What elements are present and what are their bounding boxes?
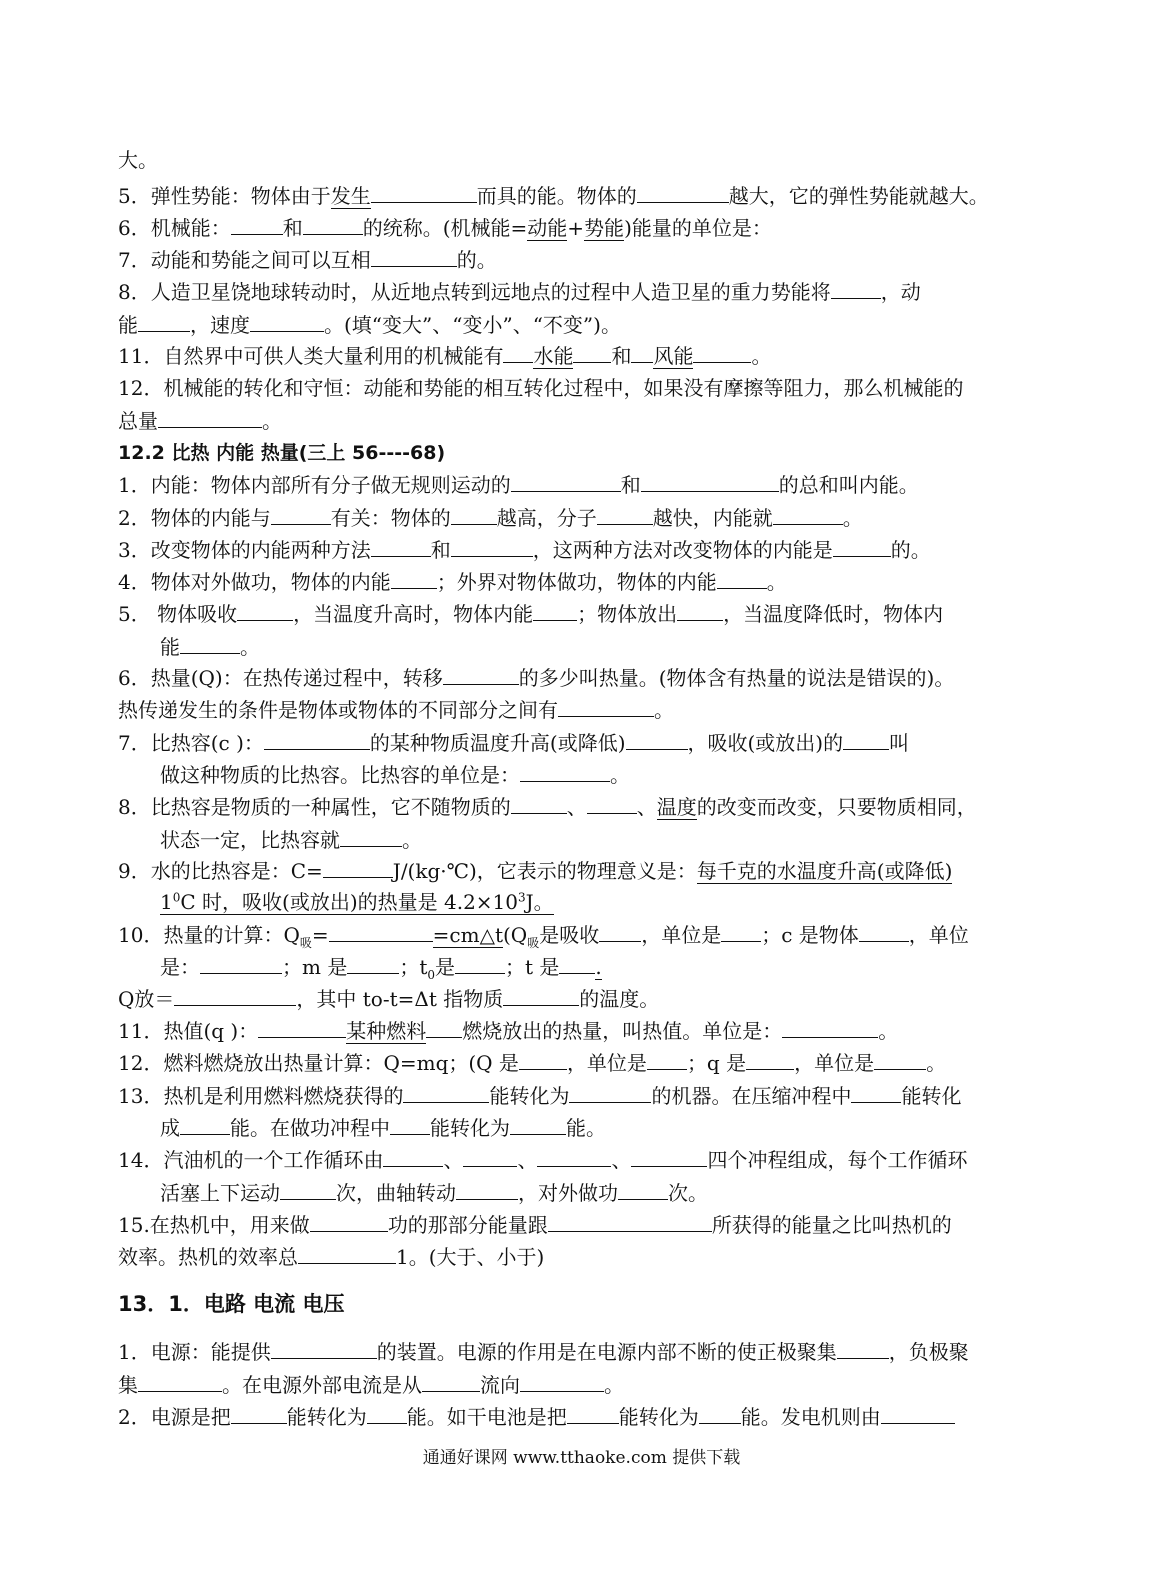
page-footer: 通通好课网 www.tthaoke.com 提供下载 xyxy=(422,1448,741,1468)
text-line: 5． 物体吸收 ，当温度升高时，物体内能 ；物体放出 ，当温度降低时，物体内 xyxy=(118,602,944,626)
text-line: 能 ，速度 。(填“变大”、“变小”、“不变”)。 xyxy=(118,313,621,337)
text-line: 4．物体对外做功，物体的内能 ；外界对物体做功，物体的内能 。 xyxy=(118,570,787,594)
text-line: $1^0C$ 时，吸收(或放出)的热量是 $4.2\times 10^3J$。 xyxy=(160,890,554,914)
text-line: 11．自然界中可供人类大量利用的机械能有 水能 和 风能 。 xyxy=(118,344,772,368)
text-line: 集 。在电源外部电流是从 流向 。 xyxy=(118,1373,624,1397)
text-line: 8．人造卫星饶地球转动时，从近地点转到远地点的过程中人造卫星的重力势能将 ，动 xyxy=(118,280,921,304)
text-line: 6．机械能： 和 的统称。(机械能=动能+势能)能量的单位是： xyxy=(118,216,772,240)
text-line: 活塞上下运动 次，曲轴转动 ，对外做功 次。 xyxy=(160,1181,708,1205)
text-line: 做这种物质的比热容。比热容的单位是： 。 xyxy=(160,763,630,787)
text-line: 状态一定，比热容就 。 xyxy=(160,828,422,852)
text-line: 1．电源：能提供 的装置。电源的作用是在电源内部不断的使正极聚集 ，负极聚 xyxy=(118,1340,969,1364)
text-line: 成 能。在做功冲程中 能转化为 能。 xyxy=(160,1116,606,1140)
text-line: Q放＝ ，其中 to-t=Δt 指物质 的温度。 xyxy=(118,987,660,1011)
text-line: 14．汽油机的一个工作循环由 、 、 、 四个冲程组成，每个工作循环 xyxy=(118,1148,968,1172)
text-line: 15.在热机中，用来做 功的那部分能量跟 所获得的能量之比叫热机的 xyxy=(118,1213,952,1237)
text-line: 12．机械能的转化和守恒：动能和势能的相互转化过程中，如果没有摩擦等阻力，那么机械能的 xyxy=(118,376,964,400)
text-line: 12．燃料燃烧放出热量计算：Q=mq；(Q 是 ，单位是 ；q 是 ，单位是 。 xyxy=(118,1051,947,1075)
text-line: 2．物体的内能与 有关：物体的 越高，分子 越快，内能就 。 xyxy=(118,506,863,530)
text-line: 13．热机是利用燃料燃烧获得的 能转化为 的机器。在压缩冲程中 能转化 xyxy=(118,1084,962,1108)
text-line: 效率。热机的效率总 1。(大于、小于) xyxy=(118,1245,545,1269)
text-line: 7．动能和势能之间可以互相 的。 xyxy=(118,248,497,272)
section-heading: 13．1．电路 电流 电压 xyxy=(118,1292,345,1316)
text-line: 热传递发生的条件是物体或物体的不同部分之间有 。 xyxy=(118,698,674,722)
text-line: 是： ；m 是 ；$t_0$是 ；t 是 . xyxy=(160,955,602,982)
text-line: 11．热值(q )： 某种燃料 燃烧放出的热量，叫热值。单位是： 。 xyxy=(118,1019,899,1043)
text-line: 2．电源是把 能转化为 能。如干电池是把 能转化为 能。发电机则由 xyxy=(118,1403,955,1430)
text-line: 8．比热容是物质的一种属性，它不随物质的 、 、温度的改变而改变，只要物质相同， xyxy=(118,795,977,819)
text-line: 1．内能：物体内部所有分子做无规则运动的 和 的总和叫内能。 xyxy=(118,473,919,497)
text-line: 10．热量的计算：$Q_吸=$ $=cm\triangle t(Q_吸$是吸收 ，单位是 ；c 是物体 ，单位 xyxy=(118,923,969,950)
section-heading: 12.2 比热 内能 热量(三上 56----68) xyxy=(118,442,446,464)
text-line: 3．改变物体的内能两种方法 和 ，这两种方法对改变物体的内能是 的。 xyxy=(118,538,931,562)
text-line: 大。 xyxy=(118,148,158,172)
text-line: 9．水的比热容是：C= J/(kg·℃)，它表示的物理意义是：每千克的水温度升高(或降低) xyxy=(118,859,953,883)
text-line: 6．热量(Q)：在热传递过程中，转移 的多少叫热量。(物体含有热量的说法是错误的)。 xyxy=(118,666,955,690)
text-line: 总量 。 xyxy=(118,409,282,433)
text-line: 能 。 xyxy=(160,635,260,659)
text-line: 7．比热容(c )： 的某种物质温度升高(或降低) ，吸收(或放出)的 叫 xyxy=(118,731,910,755)
text-line: 5．弹性势能：物体由于发生 而具的能。物体的 越大，它的弹性势能就越大。 xyxy=(118,184,989,208)
